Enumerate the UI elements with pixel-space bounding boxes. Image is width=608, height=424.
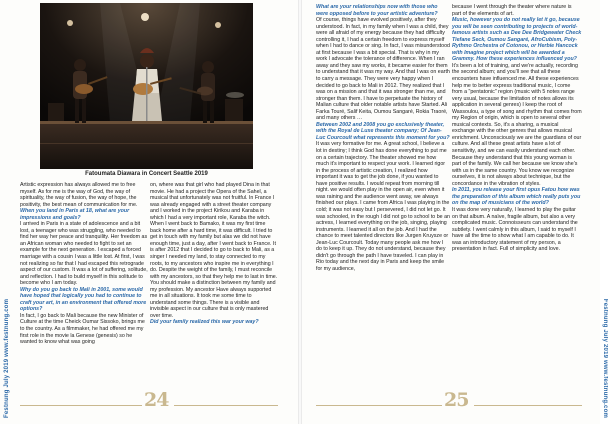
right-page-number: 25 xyxy=(444,389,469,411)
interview-question: What are your relationships now with those who were opposed before to your artistic adventure? xyxy=(316,4,438,17)
left-page xyxy=(0,0,298,424)
left-page-rule-left xyxy=(20,405,142,406)
left-page-rule-right xyxy=(174,405,278,406)
left-column-1 xyxy=(20,182,148,346)
interview-question: Between 2002 and 2008 you go exclusively theater, with the Royal de Luxe theater company; Of Jean-Luc Courcoult what represents this moment for you? xyxy=(316,121,450,141)
interview-question: In 2011, you release your first opus Fatou how was the preparation of this album which really puts you on the map of musicians of the world? xyxy=(452,187,581,207)
body-paragraph: I arrived in Paris in a state of adolescence and a bit lost, a teenager who was struggling, who needed to find her way her peace and tranquility. Her freedom as an African woman who needed to fight to set an example for the next generation. I escaped a forced marriage with a cousin I was a little lost. At first, I was not realizing so far that I had escaped this retrograde aspect of our custom. It was a lot of suffering, solitude, and reflection. I had to build myself in this solitude to become who I am today. xyxy=(20,221,148,287)
body-paragraph: It was done very naturally, I learned to play the guitar on that album. A naïve, fragile album, but also a very complicated music. Connoisseurs can understand the subtlety. I went calmly in this album, I said to myself I have all the time to show what I am capable to do. It was an introductory statement of my person, a presentation in fact. Full of simplicity and love. xyxy=(452,206,578,253)
body-paragraph: Artistic expression has always allowed me to free myself. As for me is the way of God, the way of spirituality, the way of fusion, the way of hope, the positivity, the best mean of communication for me. xyxy=(20,182,138,208)
right-column-1 xyxy=(316,4,450,272)
right-page-rule-right xyxy=(474,405,582,406)
concert-photo-image xyxy=(40,3,253,169)
body-paragraph: In fact, I go back to Mali because the new Minister of Culture at the time Cheick Oumar Sissoko, brings me to the country. As a filmmaker, he had offered me my first role in the movie la Genese (genesis) so he wanted to know what was going xyxy=(20,312,145,346)
right-sidebar xyxy=(584,0,608,424)
body-paragraph: on, where was that girl who had played Dina in that movie. He had a project the Opera of the Sahel, a musical that unfortunately was not fruitful. In France I was already engaged with a street theater company and I worked in the project Kirikou and Karaba in which I had a very important role, Karaba the witch. When I went back to Bamako, it was my first time back home after a hard time, it was difficult. I tried to get in touch with my family but alas we did not have enough time, just a day, after I went back to France. It is after 2012 that I decided to go to back to Mali, as a singer I needed my land, to stay connected to my roots, to my ancestors who inspire me in everything I do. Despite the weight of the family, I must reconcile with my ancestors, so that they help me to last in time. You should make a distinction between my family and my profession. My ancestor Have always supported me in all situations. It took me some time to understand some things. There is a visible and invisible aspect in our culture that is only mastered over time. xyxy=(150,182,278,319)
body-paragraph: because I went through the theater where nature is part of the elements of art. xyxy=(452,4,572,17)
right-page-rule-left xyxy=(316,405,442,406)
right-sidebar-text: Festnung July 2019 www.festnung.com xyxy=(602,298,608,418)
interview-question: Why do you go back to Mali in 2001, some would have hoped that logically you had to continue to craft your art, in an environment that offered more options? xyxy=(20,286,147,313)
left-sidebar-text: Festnung July 2019 www.festnung.com xyxy=(4,298,10,418)
left-page-number: 24 xyxy=(144,389,169,411)
body-paragraph: It was very formative for me. A great school, I believe a lot in destiny; I think God has done everything to put me on a certain trajectory. The theater showed me how much it's important to respect your work. I learned rigor in the process of artistic creation, I realized how important it was to get the job done, if you wanted to have positive results. I would repeat from morning till night. we would often play in the open air, even when it was raining and the audience went away, we always finished our plays. I came from Africa I was playing in the cold; it was not easy but I persevered, I did not let go. It was schooled, in the rough I did not go to school to be an actress, I learned everything on the job, singing, playing instruments. I learned it all on the job. And I had the chance to meet talented directors like Jurgen Kruysze or Jean-Luc Courcoult. Today many people ask me how I do to keep it up. They do not understand, because they didn't go through the path I have traveled. I can play in Rio today and the next day in Paris and keep the smile for my audience, xyxy=(316,141,450,272)
interview-question: Music, however you do not really let it go, because you will be seen contributing to projects of world-famous artists such as Dee Dee Bridgewater Check Tiefane Seck, Oumou Sangaré, AfroCubism, Poly-Rythmo Orchestra of Cotonou, or Herbie Hancock with Imagine project which will be awarded a Grammy. How these experiences influenced you? xyxy=(452,17,582,63)
left-column-2 xyxy=(150,182,278,326)
body-paragraph: Of course, things have evolved positively, after they understood. In fact, in my family when I was a child, they were all afraid of my energy because they had difficulty controlling it, I had a certain freedom to express myself when I had to dance or sing. In fact, I was misunderstood at first because I was a bit special. That is why in my work I advocate the tolerance of difference. When I ran away and they saw my works, it became easier for them to understand that it was my way. And that I was on earth to carry a message. They were very happy when I decided to go back to Mali in 2012. They realized that I was on a mission and that it was stronger than me, and stronger than them. I have to perpetuate the history of Malian culture that older notable artists have Started. Ali Farka Touré, Salif Keita, Oumou Sangaré, Rokia Traoré, and many others … xyxy=(316,17,450,122)
right-page xyxy=(302,0,608,424)
photo-caption: Fatoumata Diawara in Concert Seattle 2019 xyxy=(85,171,208,177)
concert-photo xyxy=(40,3,253,169)
interview-question: Did your family realized this war your way? xyxy=(150,319,259,326)
interview-question: When you land in Paris at 18, what are your impressions and goals? xyxy=(20,208,130,221)
right-column-2 xyxy=(452,4,582,253)
left-sidebar xyxy=(0,0,16,424)
body-paragraph: It's been a lot of training, and we're actually, recording the second album; and you'll see that all these encounters have influenced me. All these experiences help me to better express traditional music, I come from a "pentatonic" region (music with 5 notes range very usual, because the limitation of notes allows its application in several genres) I keep the root of Wassoulou, a type of song and rhythm that comes from my Region of origin, which is open to several other musical contexts. So, it's a sharing, a musical exchange with the other genres that allows musical enrichment. Unconsciously we are the guardians of our culture. And all these great artists have a lot of sensitivity, and we can easily understand each other. Because they understand that this young woman is part of the family. We call her because we know she's with us in the same country. You know we recognize ourselves, it is not always about technique, but the concordance in the vibration of styles. xyxy=(452,62,582,187)
